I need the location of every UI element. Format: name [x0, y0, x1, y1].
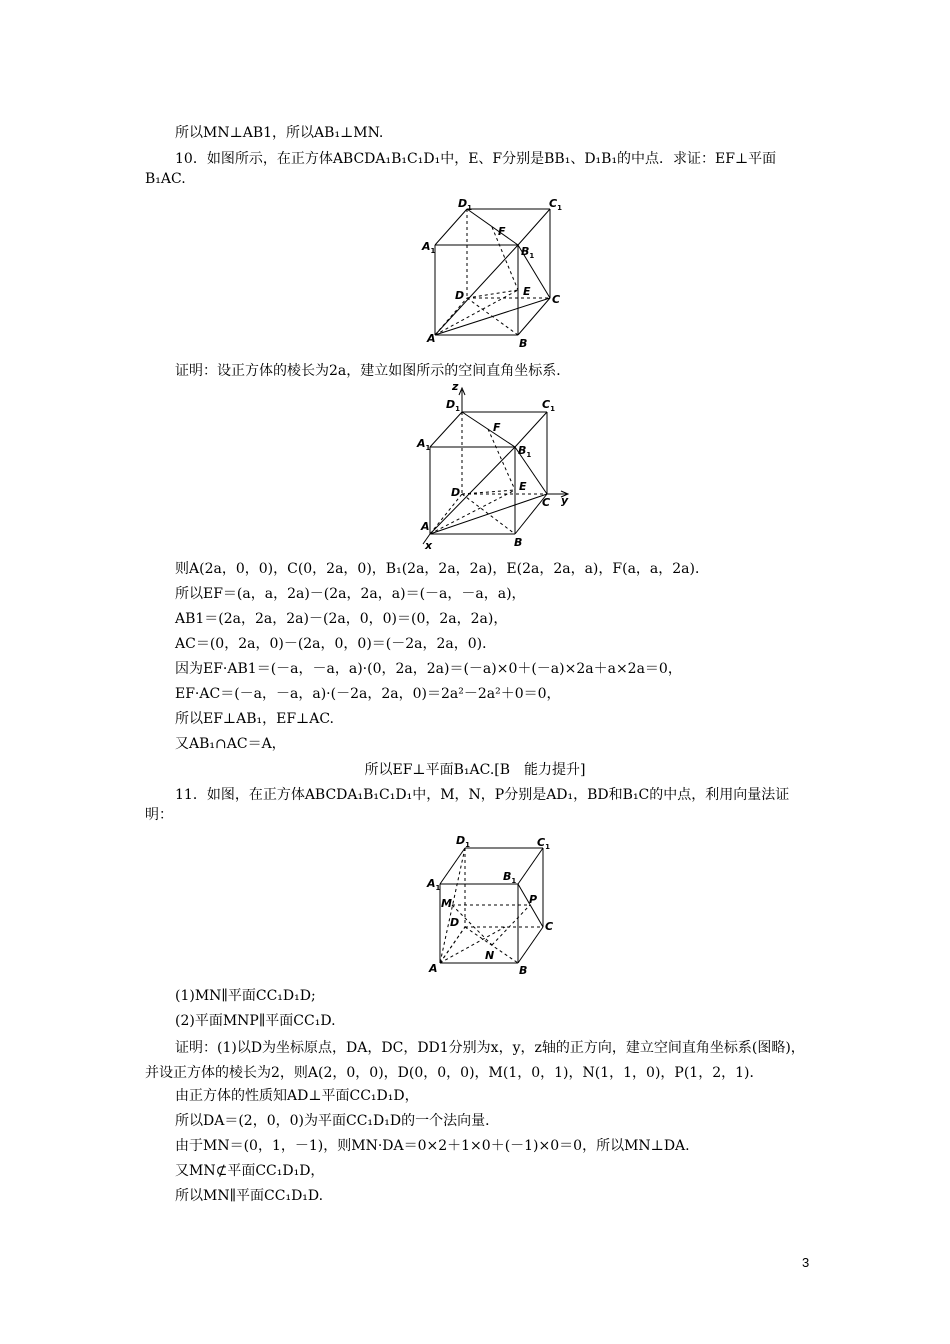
coords-line: 则A(2a，0，0)，C(0，2a，0)，B₁(2a，2a，2a)，E(2a，2a，a)，F(a，a，2a)．: [175, 561, 709, 577]
ef-line: 所以EF＝(a，a，2a)－(2a，2a，a)＝(－a，－a，a)，: [175, 586, 526, 602]
label-A: A: [427, 332, 436, 345]
intersect-line: 又AB₁∩AC＝A，: [175, 736, 286, 752]
label-D: D: [451, 486, 461, 499]
ab1-line: AB1＝(2a，2a，2a)－(2a，0，0)＝(0，2a，2a)，: [175, 611, 508, 627]
label-F: F: [498, 225, 506, 238]
label-B: B: [519, 964, 528, 977]
label-A: A: [421, 520, 430, 533]
label-C: C: [552, 293, 561, 306]
label-A1: $A_1$: [427, 877, 441, 892]
label-y: y: [561, 494, 569, 507]
label-C: C: [545, 920, 554, 933]
label-z: z: [452, 382, 459, 393]
label-E: E: [523, 285, 531, 298]
proof-line-3: 所以DA＝(2，0，0)为平面CC₁D₁D的一个法向量．: [175, 1113, 500, 1129]
label-C1: $C_1$: [549, 197, 562, 212]
label-D: D: [455, 289, 465, 302]
label-A1: $A_1$: [417, 437, 431, 452]
label-E: E: [519, 480, 527, 493]
proof-line-5: 又MN⊄平面CC₁D₁D，: [175, 1163, 325, 1179]
text-line-1: 所以MN⊥AB1，所以AB₁⊥MN.: [175, 125, 384, 141]
proof-intro: 证明：设正方体的棱长为2a，建立如图所示的空间直角坐标系．: [175, 363, 571, 379]
label-A: A: [429, 962, 438, 975]
perp-line: 所以EF⊥AB₁，EF⊥AC.: [175, 711, 334, 727]
label-C1: $C_1$: [537, 836, 550, 851]
cube-figure-3: [425, 832, 565, 977]
label-x: x: [425, 539, 433, 552]
cube-figure-1: [415, 195, 575, 350]
label-A1: $A_1$: [422, 240, 436, 255]
proof-paragraph-1: 证明：(1)以D为坐标原点，DA，DC，DD1分别为x，y，z轴的正方向，建立空间直角坐标系(图略)，并设正方体的棱长为2，则A(2，0，0)，D(0，0，0)，M(1，0，1)，N(1，1，0)，P(1，2，1)．: [145, 1040, 805, 1081]
question-1: (1)MN∥平面CC₁D₁D;: [175, 988, 316, 1004]
problem-11: 11．如图，在正方体ABCDA₁B₁C₁D₁中，M，N，P分别是AD₁，BD和B₁C的中点，利用向量法证明：: [145, 787, 790, 823]
proof-line-2: 由正方体的性质知AD⊥平面CC₁D₁D，: [175, 1088, 419, 1104]
label-C1: $C_1$: [542, 398, 555, 413]
label-B1: $B_1$: [503, 870, 517, 885]
page-number: 3: [802, 1255, 810, 1270]
dot2-line: EF·AC＝(－a，－a，a)·(－2a，2a，0)＝2a²－2a²＋0＝0，: [175, 686, 561, 702]
label-B1: $B_1$: [521, 245, 535, 260]
label-M: M: [441, 897, 452, 910]
label-B1: $B_1$: [518, 444, 532, 459]
proof-line-6: 所以MN∥平面CC₁D₁D.: [175, 1188, 324, 1204]
label-N: N: [485, 949, 495, 962]
label-B: B: [514, 536, 523, 549]
conclusion-line: 所以EF⊥平面B₁AC.[B 能力提升]: [364, 762, 586, 778]
label-F: F: [493, 421, 501, 434]
label-D1: $D_1$: [446, 398, 461, 413]
problem-10: 10．如图所示，在正方体ABCDA₁B₁C₁D₁中，E、F分别是BB₁、D₁B₁的中点．求证：EF⊥平面B₁AC.: [145, 151, 777, 187]
label-C: C: [542, 496, 551, 509]
proof-line-4: 由于MN＝(0，1，－1)，则MN·DA＝0×2＋1×0＋(－1)×0＝0，所以MN⊥DA.: [175, 1138, 690, 1154]
label-D1: $D_1$: [458, 197, 473, 212]
question-2: (2)平面MNP∥平面CC₁D.: [175, 1013, 336, 1029]
label-B: B: [519, 337, 528, 350]
ac-line: AC＝(0，2a，0)－(2a，0，0)＝(－2a，2a，0)．: [175, 636, 497, 652]
label-D: D: [450, 916, 460, 929]
label-D1: $D_1$: [456, 834, 471, 849]
cube-figure-2: [415, 382, 580, 552]
dot1-line: 因为EF·AB1＝(－a，－a，a)·(0，2a，2a)＝(－a)×0＋(－a)×2a＋a×2a＝0，: [175, 661, 682, 677]
label-P: P: [529, 893, 538, 906]
